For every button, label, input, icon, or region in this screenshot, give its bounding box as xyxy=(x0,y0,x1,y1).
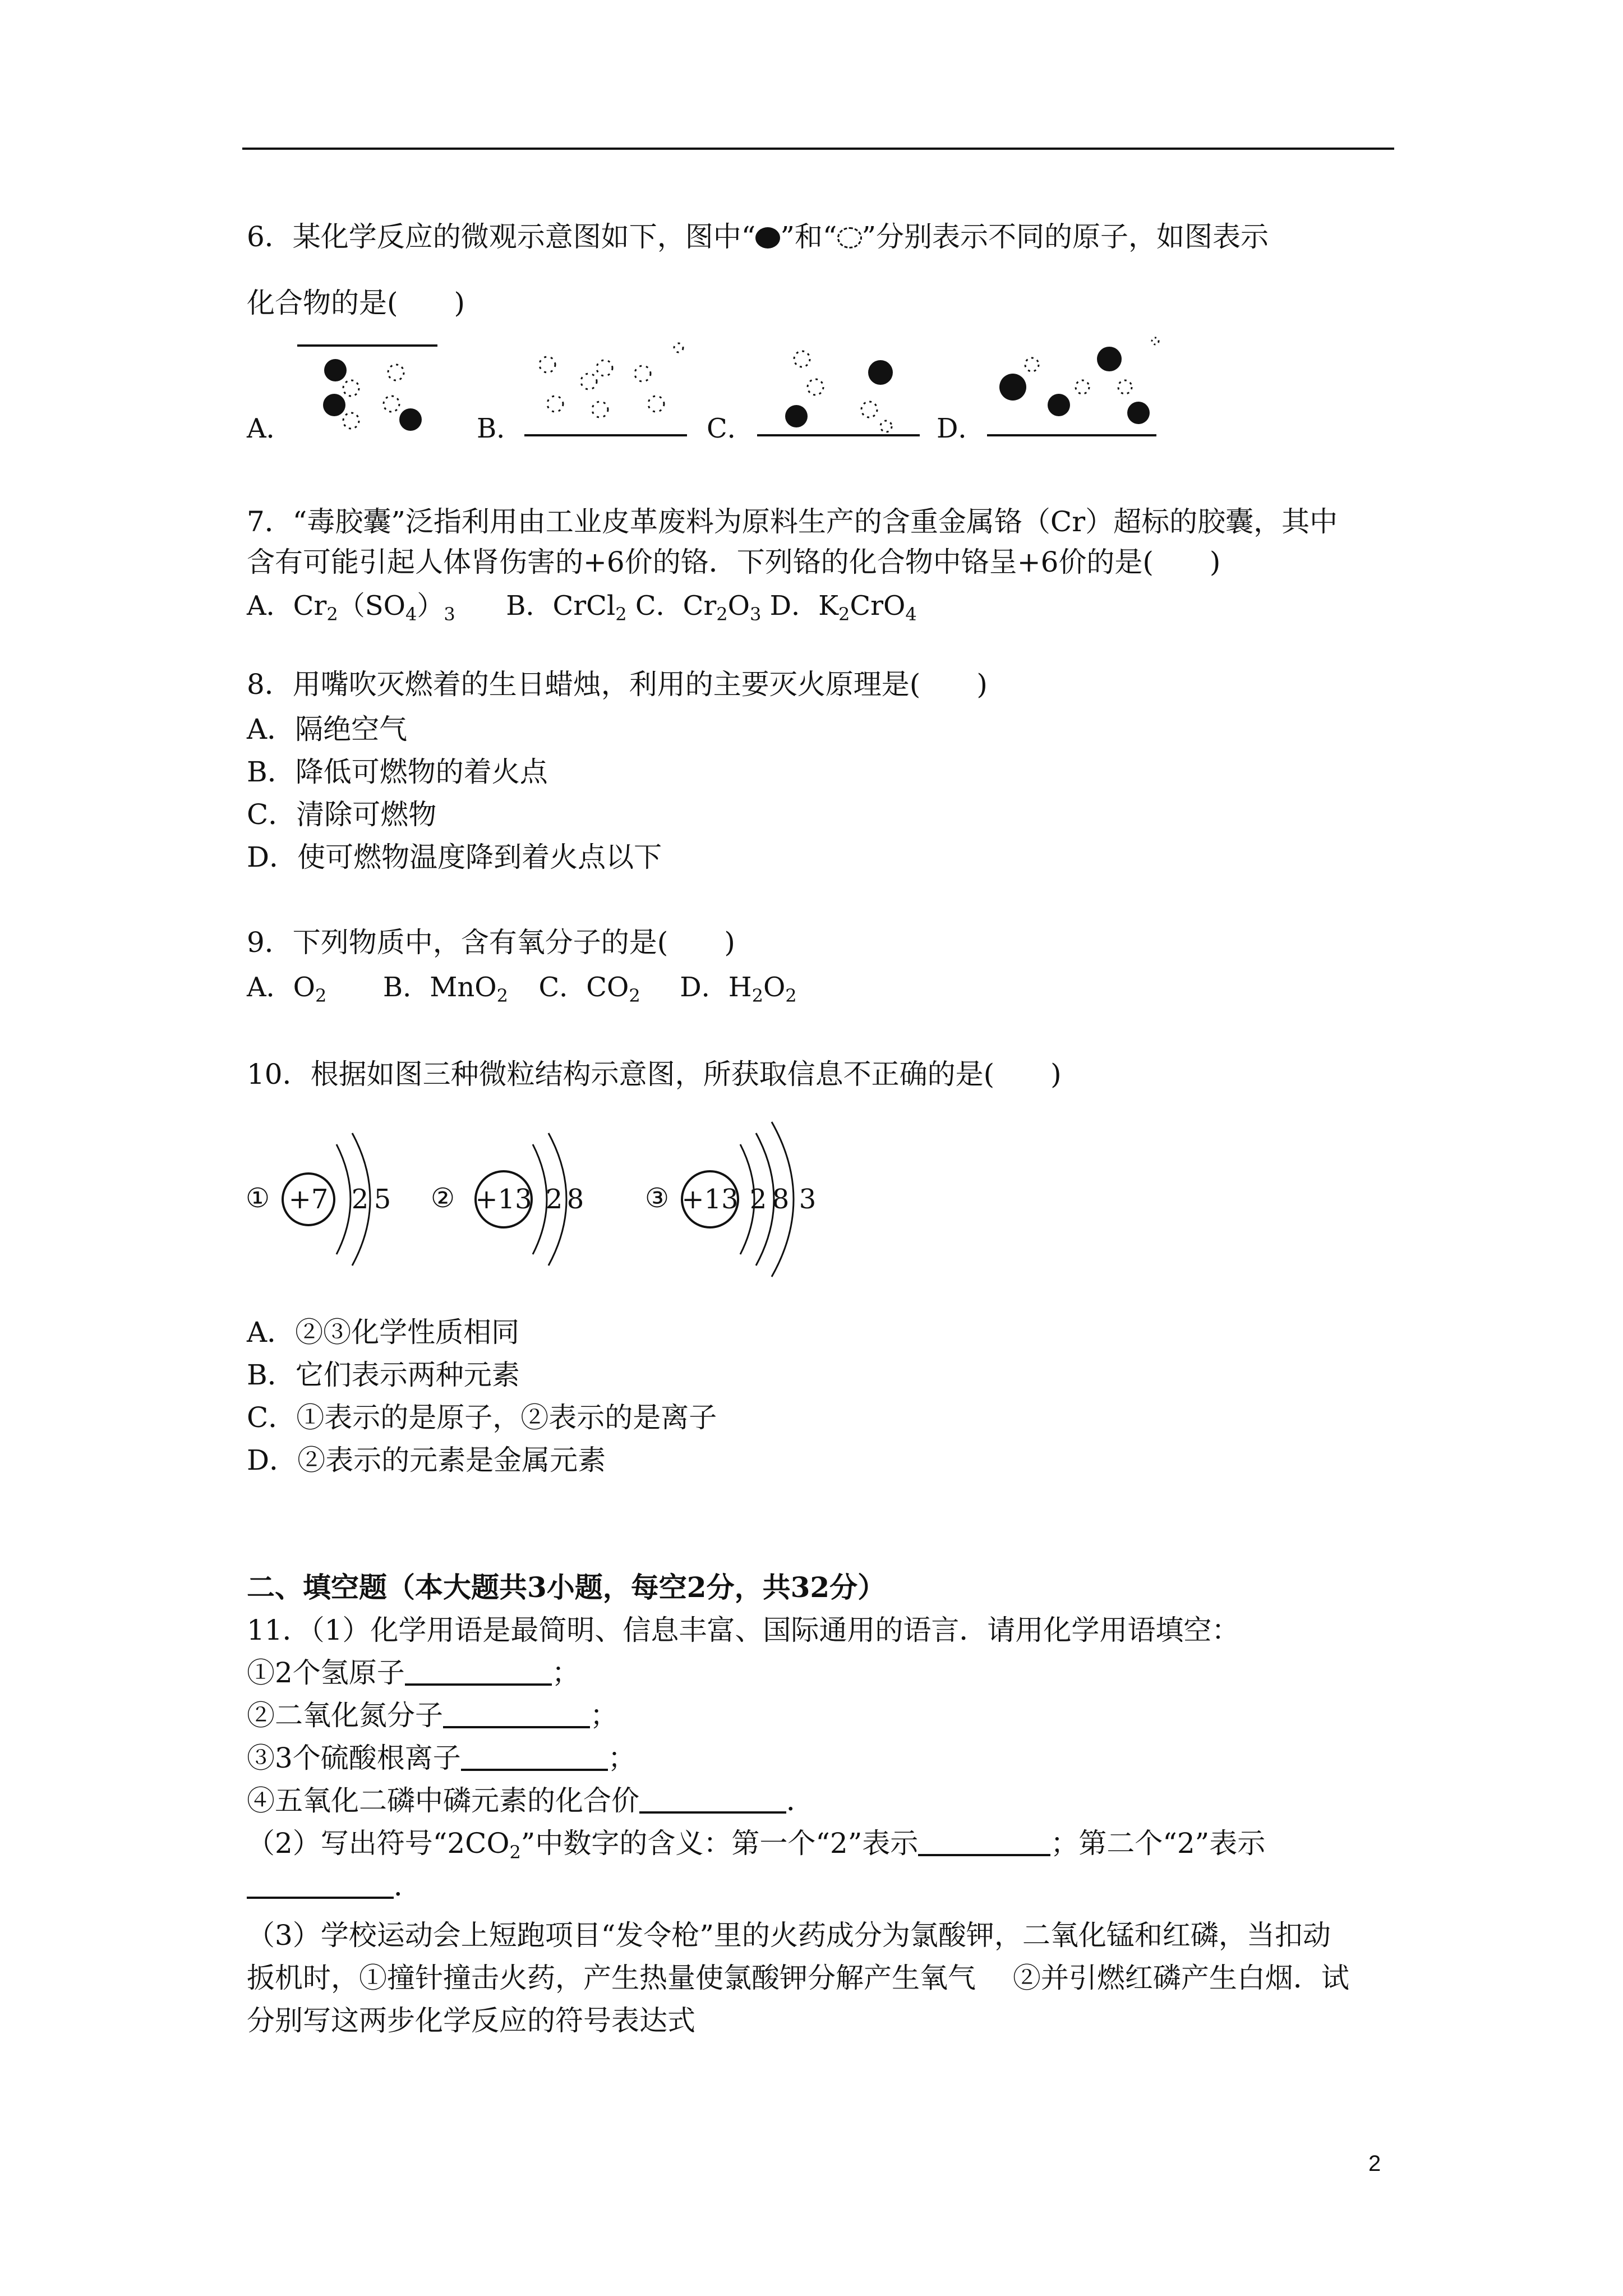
atom-1-shell-2: 5 xyxy=(374,1184,391,1215)
section-2-heading: 二、填空题（本大题共3小题，每空2分，共32分） xyxy=(247,1571,886,1604)
q9-option-c: C．$CO_2$ xyxy=(538,972,640,1006)
q9-options xyxy=(247,970,797,1013)
atom-2-shell-1: 2 xyxy=(545,1184,563,1215)
atom-2-shell-2: 8 xyxy=(566,1184,584,1215)
q11-part2: （2）写出符号“$2CO_2$”中数字的含义：第一个“2”表示 ；第二个“2”表示 xyxy=(247,1827,1266,1863)
q10-option-c: C．①表示的是原子，②表示的是离子 xyxy=(247,1401,717,1434)
q7-line2: 含有可能引起人体肾伤害的+6价的铬．下列铬的化合物中铬呈+6价的是( ) xyxy=(247,546,1221,578)
answer-blank[interactable] xyxy=(247,1872,394,1899)
q11-item-4: ④五氧化二磷中磷元素的化合价 ． xyxy=(247,1784,814,1817)
atom-diagram-2 xyxy=(431,1133,584,1266)
atom-3-shell-1: 2 xyxy=(749,1184,767,1215)
q11-part1-stem: 11．（1）化学用语是最简明、信息丰富、国际通用的语言．请用化学用语填空： xyxy=(247,1614,1240,1646)
q11-part3-line1: （3）学校运动会上短跑项目“发令枪”里的火药成分为氯酸钾，二氧化锰和红磷，当扣动 xyxy=(247,1919,1331,1952)
q11-item-2: ②二氧化氮分子 ； xyxy=(247,1699,618,1732)
atom-3-shell-2: 8 xyxy=(772,1184,790,1215)
answer-blank[interactable] xyxy=(639,1787,786,1814)
q8-option-d: D．使可燃物温度降到着火点以下 xyxy=(247,841,662,873)
q11-item-1: ①2个氢原子 ； xyxy=(247,1657,580,1689)
q7-option-c: C．$Cr_2O_3$ xyxy=(635,590,762,625)
q10-stem: 10．根据如图三种微粒结构示意图，所获取信息不正确的是( ) xyxy=(247,1058,1062,1091)
q6-option-a-molecules xyxy=(323,359,422,431)
q6-option-a-label: A． xyxy=(247,413,293,444)
q9-option-b: B．MnO$_2$ xyxy=(382,972,508,1006)
atom-1-shell-1: 2 xyxy=(351,1184,369,1215)
q6-text-mid: ”和“ xyxy=(780,220,837,253)
q8-option-b: B．降低可燃物的着火点 xyxy=(247,756,548,788)
q9-option-a: A．$O_2$ xyxy=(247,972,327,1006)
q7-option-b: B．CrCl$_2$ xyxy=(506,590,627,625)
q8-option-a: A．隔绝空气 xyxy=(247,713,408,746)
q10-option-a: A．②③化学性质相同 xyxy=(247,1316,520,1349)
q11-part3-line3: 分别写这两步化学反应的符号表达式 xyxy=(247,2004,695,2037)
atom-diagram-1 xyxy=(246,1133,391,1266)
atomic-structure-diagrams xyxy=(241,1122,858,1290)
q9-option-d: D．$H_2O_2$ xyxy=(680,972,797,1006)
q11-item-3: ③3个硫酸根离子 ； xyxy=(247,1742,636,1774)
atom-diagram-3 xyxy=(645,1122,816,1277)
q10-option-b: B．它们表示两种元素 xyxy=(247,1359,520,1391)
q6-option-b-molecules xyxy=(540,343,683,417)
q6-option-c-label: C． xyxy=(707,413,754,444)
q8-stem: 8．用嘴吹灭燃着的生日蜡烛，利用的主要灭火原理是( ) xyxy=(247,668,988,701)
atom-1-marker: ① xyxy=(246,1182,270,1214)
q8-option-c: C．清除可燃物 xyxy=(247,798,437,831)
atom-1-nucleus: +7 xyxy=(288,1184,329,1215)
page-number: 2 xyxy=(1368,2151,1381,2176)
q6-option-d-label: D． xyxy=(937,413,985,444)
q6-option-c-molecules xyxy=(785,351,893,432)
q9-stem: 9．下列物质中，含有氧分子的是( ) xyxy=(247,926,735,959)
answer-blank[interactable] xyxy=(405,1659,552,1686)
white-atom-icon xyxy=(837,227,862,249)
atom-3-shell-3: 3 xyxy=(799,1184,817,1215)
black-atom-icon xyxy=(755,227,780,249)
answer-blank[interactable] xyxy=(443,1701,590,1728)
q6-text-post: ”分别表示不同的原子，如图表示 xyxy=(861,220,1269,253)
answer-blank[interactable] xyxy=(918,1829,1050,1856)
q6-option-b-label: B． xyxy=(477,413,524,444)
q6-option-d-molecules xyxy=(999,338,1159,424)
q7-options xyxy=(247,589,917,631)
q11-part3-line2: 扳机时，①撞针撞击火药，产生热量使氯酸钾分解产生氧气 ②并引燃红磷产生白烟．试 xyxy=(247,1962,1349,1994)
q10-option-d: D．②表示的元素是金属元素 xyxy=(247,1444,606,1476)
atom-3-marker: ③ xyxy=(645,1182,670,1214)
q11-part2-line2: ． xyxy=(247,1869,422,1903)
atom-2-nucleus: +13 xyxy=(475,1184,532,1215)
q7-option-d: D．$K_2CrO_4$ xyxy=(769,590,917,625)
q7-line1: 7．“毒胶囊”泛指利用由工业皮革废料为原料生产的含重金属铬（Cr）超标的胶囊，其中 xyxy=(247,505,1338,538)
q6-text-pre: 6．某化学反应的微观示意图如下，图中“ xyxy=(247,220,756,253)
q7-option-a: A．$Cr_2(SO_4)_3$ xyxy=(247,590,455,625)
q6-line2: 化合物的是( ) xyxy=(247,287,465,319)
answer-blank[interactable] xyxy=(461,1744,608,1771)
header-rule xyxy=(242,148,1394,150)
atom-2-marker: ② xyxy=(431,1182,455,1214)
q6-options-figure xyxy=(241,325,1475,449)
q6-line1 xyxy=(247,220,1269,254)
atom-3-nucleus: +13 xyxy=(681,1184,739,1215)
